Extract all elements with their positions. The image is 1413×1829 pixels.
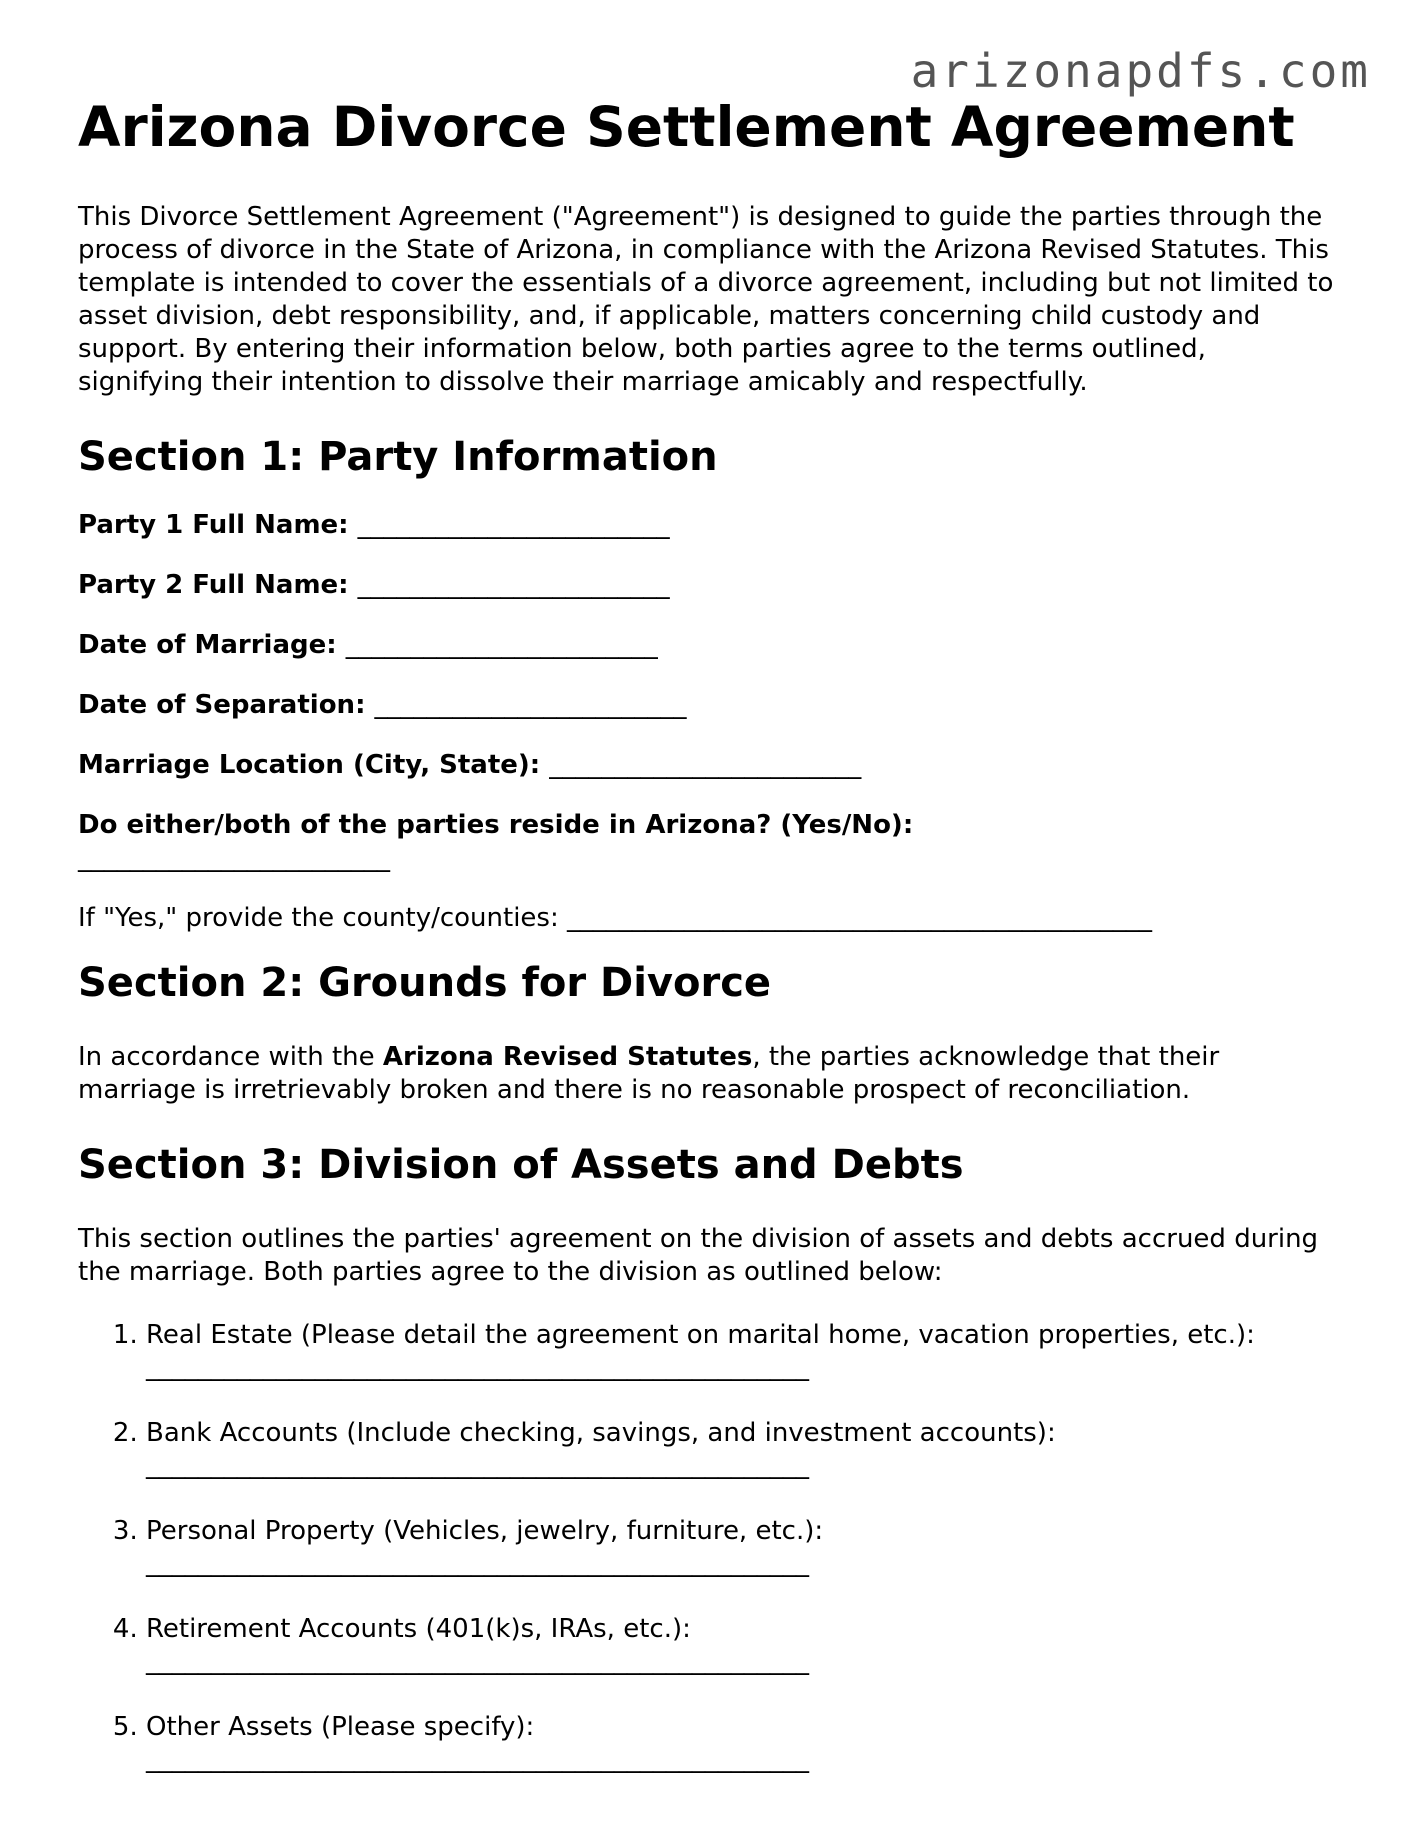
reside-in-arizona-blank[interactable]: ________________________ [78, 843, 390, 874]
intro-paragraph: This Divorce Settlement Agreement ("Agreement") is designed to guide the parties through the process of divorce in the State of Arizona, in compliance with the Arizona Revised Statutes. This template is intended to cover the essentials of a divorce agreement, including but not limited to asset division, debt responsibility, and, if applicable, matters concerning child custody and support. By entering their information below, both parties agree to the terms outlined, signifying their intention to dissolve their marriage amicably and respectfully. [78, 202, 1334, 398]
real-estate-blank[interactable]: ___________________________________________________ [146, 1352, 809, 1383]
list-item [146, 1417, 1338, 1481]
date-of-marriage-field [78, 629, 1338, 662]
document-page [78, 96, 1338, 1775]
field-label: Date of Marriage: [78, 630, 337, 661]
item-label: Retirement Accounts (401(k)s, IRAs, etc.): [146, 1614, 691, 1645]
other-assets-blank[interactable]: ___________________________________________________ [146, 1744, 809, 1775]
county-field [78, 902, 1338, 935]
list-item [146, 1319, 1338, 1383]
county-label: If "Yes," provide the county/counties: [78, 903, 559, 934]
marriage-location-blank[interactable]: ________________________ [549, 750, 862, 781]
county-blank[interactable]: _____________________________________________ [567, 903, 1152, 934]
document-title: Arizona Divorce Settlement Agreement [78, 95, 1295, 159]
site-watermark: arizonapdfs.com [910, 44, 1371, 98]
section-2-heading: Section 2: Grounds for Divorce [78, 960, 772, 1007]
field-label: Party 1 Full Name: [78, 510, 349, 541]
personal-property-blank[interactable]: ___________________________________________________ [146, 1548, 809, 1579]
grounds-text-start: In accordance with the [78, 1042, 383, 1073]
item-label: Bank Accounts (Include checking, savings, and investment accounts): [146, 1418, 1056, 1449]
marriage-location-field [78, 749, 1338, 782]
statutes-reference: Arizona Revised Statutes [382, 1042, 753, 1073]
party-1-name-blank[interactable]: ________________________ [357, 510, 670, 541]
grounds-paragraph [78, 1041, 1338, 1107]
section-3-heading: Section 3: Division of Assets and Debts [78, 1142, 964, 1189]
item-label: Real Estate (Please detail the agreement on marital home, vacation properties, etc.): [146, 1320, 1255, 1351]
party-1-name-field [78, 509, 1338, 542]
item-label: Other Assets (Please specify): [146, 1712, 535, 1743]
field-label: Date of Separation: [78, 690, 366, 721]
list-item [146, 1711, 1338, 1775]
grounds-text-end: , the parties acknowledge that their marriage is irretrievably broken and there is no reasonable prospect of reconciliation. [78, 1042, 1220, 1106]
retirement-accounts-blank[interactable]: ___________________________________________________ [146, 1646, 809, 1677]
list-item [146, 1613, 1338, 1677]
date-of-separation-blank[interactable]: ________________________ [374, 690, 687, 721]
field-label: Do either/both of the parties reside in Arizona? (Yes/No): [78, 810, 914, 841]
bank-accounts-blank[interactable]: ___________________________________________________ [146, 1450, 809, 1481]
date-of-marriage-blank[interactable]: ________________________ [345, 630, 658, 661]
party-2-name-blank[interactable]: ________________________ [357, 570, 670, 601]
field-label: Party 2 Full Name: [78, 570, 349, 601]
assets-intro-paragraph: This section outlines the parties' agreement on the division of assets and debts accrued during the marriage. Both parties agree to the division as outlined below: [78, 1224, 1319, 1288]
section-1-heading: Section 1: Party Information [78, 434, 718, 481]
list-item [146, 1515, 1338, 1579]
item-label: Personal Property (Vehicles, jewelry, furniture, etc.): [146, 1516, 824, 1547]
reside-in-arizona-field [78, 809, 1338, 875]
party-2-name-field [78, 569, 1338, 602]
assets-list [78, 1319, 1338, 1775]
date-of-separation-field [78, 689, 1338, 722]
field-label: Marriage Location (City, State): [78, 750, 541, 781]
